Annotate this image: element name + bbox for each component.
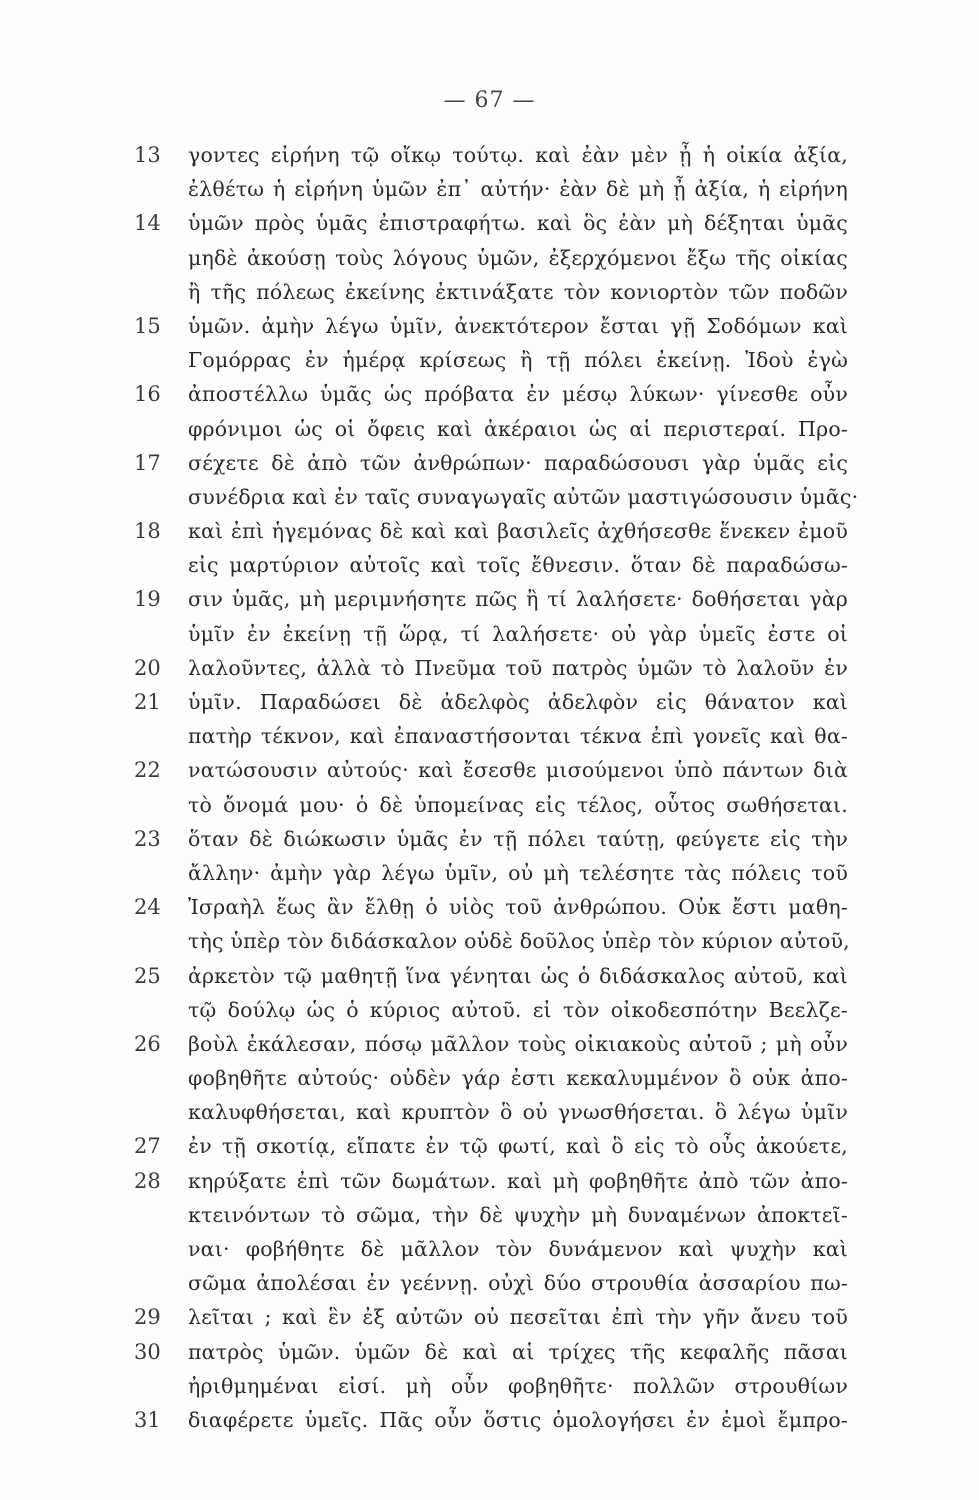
text-line [0, 1027, 979, 1061]
line-text: σῶμα ἀπολέσαι ἐν γεέννῃ. οὐχὶ δύο στρουθία ἀσσαρίου πω- [188, 1271, 848, 1296]
line-text: διαφέρετε ὑμεῖς. Πᾶς οὖν ὅστις ὁμολογήσει ἐν ἐμοὶ ἔμπρο- [188, 1407, 848, 1432]
text-line [0, 651, 979, 685]
text-line [0, 1198, 979, 1232]
line-text: σέχετε δὲ ἀπὸ τῶν ἀνθρώπων· παραδώσουσι γὰρ ὑμᾶς εἰς [188, 450, 848, 475]
verse-number: 26 [134, 1031, 161, 1056]
line-text: ὅταν δὲ διώκωσιν ὑμᾶς ἐν τῇ πόλει ταύτῃ, φεύγετε εἰς τὴν [188, 826, 848, 851]
text-line [0, 890, 979, 924]
text-line [0, 1129, 979, 1163]
verse-number: 19 [134, 587, 161, 612]
text-line [0, 480, 979, 514]
line-text: φοβηθῆτε αὐτούς· οὐδὲν γάρ ἐστι κεκαλυμμένον ὃ οὐκ ἀπο- [188, 1066, 848, 1091]
text-line [0, 788, 979, 822]
text-line [0, 582, 979, 616]
verse-number: 24 [134, 895, 161, 920]
verse-number: 17 [134, 450, 161, 475]
page-number: — 67 — [443, 88, 536, 113]
line-text: ἄλλην· ἀμὴν γὰρ λέγω ὑμῖν, οὐ μὴ τελέσητε τὰς πόλεις τοῦ [188, 860, 848, 885]
line-text: τὴς ὑπὲρ τὸν διδάσκαλον οὐδὲ δοῦλος ὑπὲρ τὸν κύριον αὐτοῦ, [188, 929, 850, 954]
line-text: ἐλθέτω ἡ εἰρήνη ὑμῶν ἐπ᾽ αὐτήν· ἐὰν δὲ μὴ ᾖ ἀξία, ἡ εἰρήνη [188, 177, 848, 202]
line-text: τῷ δούλῳ ὡς ὁ κύριος αὐτοῦ. εἰ τὸν οἰκοδεσπότην Βεελζε- [188, 997, 848, 1022]
text-line [0, 343, 979, 377]
verse-number: 20 [134, 655, 161, 680]
verse-number: 22 [134, 758, 161, 783]
verse-number: 13 [134, 143, 161, 167]
text-line [0, 309, 979, 343]
line-text: λαλοῦντες, ἀλλὰ τὸ Πνεῦμα τοῦ πατρὸς ὑμῶν τὸ λαλοῦν ἐν [188, 655, 848, 680]
line-text: εἰς μαρτύριον αὐτοῖς καὶ τοῖς ἔθνεσιν. ὅταν δὲ παραδώσω- [188, 553, 848, 578]
line-text: ἀρκετὸν τῷ μαθητῇ ἵνα γένηται ὡς ὁ διδάσκαλος αὐτοῦ, καὶ [188, 963, 848, 988]
verse-number: 30 [134, 1339, 161, 1364]
text-line [0, 1266, 979, 1300]
text-line [0, 685, 979, 719]
line-text: ἢ τῆς πόλεως ἐκείνης ἐκτινάξατε τὸν κονιορτὸν τῶν ποδῶν [188, 279, 848, 304]
text-line [0, 1335, 979, 1369]
text-line [0, 412, 979, 446]
text-line [0, 275, 979, 309]
text-line [0, 172, 979, 206]
line-text: πατὴρ τέκνον, καὶ ἐπαναστήσονται τέκνα ἐπὶ γονεῖς καὶ θα- [188, 724, 848, 749]
text-line [0, 719, 979, 753]
text-line [0, 924, 979, 958]
text-line [0, 377, 979, 411]
text-line [0, 548, 979, 582]
verse-number: 21 [134, 690, 161, 714]
line-text: ἐν τῇ σκοτίᾳ, εἴπατε ἐν τῷ φωτί, καὶ ὃ εἰς τὸ οὖς ἀκούετε, [188, 1134, 848, 1159]
body-text [0, 138, 979, 1437]
line-text: ἀποστέλλω ὑμᾶς ὡς πρόβατα ἐν μέσῳ λύκων· γίνεσθε οὖν [188, 382, 848, 407]
line-text: λεῖται ; καὶ ἓν ἐξ αὐτῶν οὐ πεσεῖται ἐπὶ τὴν γῆν ἄνευ τοῦ [188, 1305, 848, 1330]
verse-number: 16 [134, 382, 161, 407]
line-text: Ἰσραὴλ ἕως ἂν ἔλθῃ ὁ υἱὸς τοῦ ἀνθρώπου. Οὐκ ἔστι μαθη- [188, 895, 848, 920]
line-text: ἠριθμημέναι εἰσί. μὴ οὖν φοβηθῆτε· πολλῶν στρουθίων [188, 1373, 848, 1398]
line-text: φρόνιμοι ὡς οἱ ὄφεις καὶ ἀκέραιοι ὡς αἱ περιστεραί. Προ- [188, 416, 848, 441]
text-line [0, 1095, 979, 1129]
text-line [0, 206, 979, 240]
verse-number: 15 [134, 313, 161, 338]
line-text: ναι· φοβήθητε δὲ μᾶλλον τὸν δυνάμενον καὶ ψυχὴν καὶ [188, 1237, 848, 1261]
line-text: κτεινόντων τὸ σῶμα, τὴν δὲ ψυχὴν μὴ δυναμένων ἀποκτεῖ- [188, 1202, 848, 1227]
text-line [0, 1232, 979, 1266]
line-text: ὑμῖν. Παραδώσει δὲ ἀδελφὸς ἀδελφὸν εἰς θάνατον καὶ [188, 690, 848, 714]
text-line [0, 959, 979, 993]
line-text: μηδὲ ἀκούσῃ τοὺς λόγους ὑμῶν, ἐξερχόμενοι ἔξω τῆς οἰκίας [188, 245, 848, 270]
verse-number: 23 [134, 826, 161, 851]
text-line [0, 1061, 979, 1095]
line-text: γοντες εἰρήνη τῷ οἴκῳ τούτῳ. καὶ ἐὰν μὲν ᾖ ἡ οἰκία ἀξία, [188, 143, 848, 167]
line-text: ὑμῖν ἐν ἐκείνῃ τῇ ὥρᾳ, τί λαλήσετε· οὐ γὰρ ὑμεῖς ἐστε οἱ [188, 621, 848, 646]
verse-number: 18 [134, 519, 161, 544]
verse-number: 14 [134, 211, 161, 236]
line-text: ὑμῶν πρὸς ὑμᾶς ἐπιστραφήτω. καὶ ὃς ἐὰν μὴ δέξηται ὑμᾶς [188, 211, 848, 236]
verse-number: 25 [134, 963, 161, 988]
verse-number: 31 [134, 1407, 161, 1432]
text-line [0, 753, 979, 787]
text-line [0, 1369, 979, 1403]
text-line [0, 138, 979, 172]
text-line [0, 446, 979, 480]
verse-number: 28 [134, 1168, 161, 1193]
line-text: βοὺλ ἐκάλεσαν, πόσῳ μᾶλλον τοὺς οἰκιακοὺς αὐτοῦ ; μὴ οὖν [188, 1031, 848, 1056]
text-line [0, 1403, 979, 1437]
line-text: Γομόρρας ἐν ἡμέρᾳ κρίσεως ἢ τῇ πόλει ἐκείνῃ. Ἰδοὺ ἐγὼ [188, 348, 848, 373]
line-text: καὶ ἐπὶ ἡγεμόνας δὲ καὶ καὶ βασιλεῖς ἀχθήσεσθε ἕνεκεν ἐμοῦ [188, 519, 848, 544]
text-line [0, 1300, 979, 1334]
text-line [0, 856, 979, 890]
text-line [0, 822, 979, 856]
verse-number: 27 [134, 1134, 161, 1159]
line-text: τὸ ὄνομά μου· ὁ δὲ ὑπομείνας εἰς τέλος, οὗτος σωθήσεται. [188, 792, 848, 817]
text-line [0, 514, 979, 548]
line-text: ὑμῶν. ἀμὴν λέγω ὑμῖν, ἀνεκτότερον ἔσται γῇ Σοδόμων καὶ [188, 313, 848, 338]
line-text: καλυφθήσεται, καὶ κρυπτὸν ὃ οὐ γνωσθήσεται. ὃ λέγω ὑμῖν [188, 1100, 848, 1125]
text-line [0, 241, 979, 275]
text-line [0, 993, 979, 1027]
text-line [0, 1164, 979, 1198]
line-text: νατώσουσιν αὐτούς· καὶ ἔσεσθε μισούμενοι ὑπὸ πάντων διὰ [188, 758, 848, 783]
line-text: κηρύξατε ἐπὶ τῶν δωμάτων. καὶ μὴ φοβηθῆτε ἀπὸ τῶν ἀπο- [188, 1168, 848, 1193]
line-text: συνέδρια καὶ ἐν ταῖς συναγωγαῖς αὐτῶν μαστιγώσουσιν ὑμᾶς· [188, 484, 859, 509]
line-text: πατρὸς ὑμῶν. ὑμῶν δὲ καὶ αἱ τρίχες τῆς κεφαλῆς πᾶσαι [188, 1339, 848, 1364]
verse-number: 29 [134, 1305, 161, 1330]
text-line [0, 617, 979, 651]
line-text: σιν ὑμᾶς, μὴ μεριμνήσητε πῶς ἢ τί λαλήσετε· δοθήσεται γὰρ [188, 587, 848, 612]
